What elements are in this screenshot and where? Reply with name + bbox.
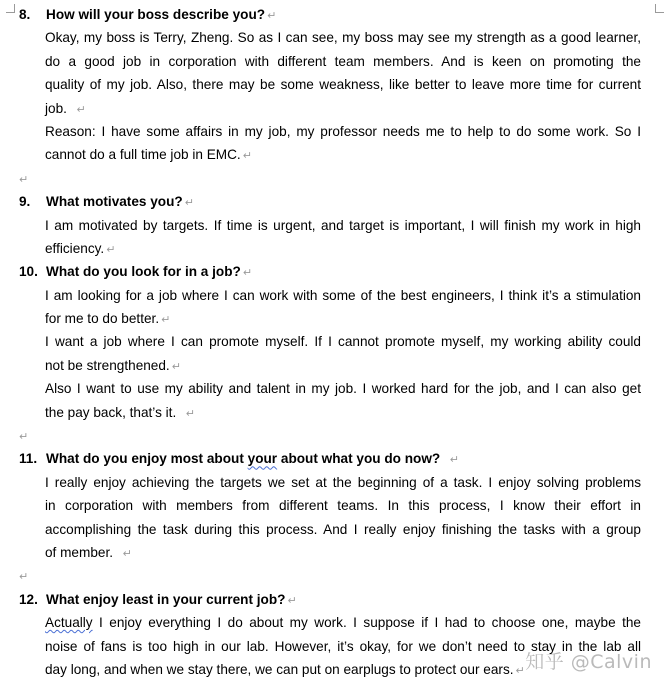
- paragraph-mark: ↵: [242, 267, 253, 280]
- answer-line: I am looking for a job where I can work with some of the best engineers, I think it’s a stimulation: [45, 287, 641, 303]
- answer-line: I am motivated by targets. If time is urgent, and target is important, I will finish my work in high: [45, 217, 641, 233]
- question-number: 11.: [19, 451, 38, 467]
- question-title: What do you look for in a job?: [46, 264, 241, 280]
- answer-line: Okay, my boss is Terry, Zheng. So as I can see, my boss may see my strength as a good learner,: [45, 30, 641, 46]
- empty-paragraph: [0, 424, 670, 447]
- paragraph-mark: ↵: [185, 407, 196, 420]
- answer-line: in corporation with members from different teams. In this process, I know their effort in: [45, 498, 641, 514]
- answer-text: not be strengthened.: [45, 357, 170, 373]
- answer-text: for me to do better.: [45, 311, 160, 327]
- empty-paragraph: [0, 167, 670, 190]
- paragraph-mark: ↵: [242, 150, 252, 163]
- spellcheck-flagged-word[interactable]: your: [247, 451, 278, 467]
- answer-line-last: [0, 401, 670, 424]
- paragraph-mark: ↵: [106, 243, 116, 256]
- answer-text: job.: [45, 100, 67, 116]
- answer-text: I enjoy everything I do about my work. I suppose if I had to choose one, maybe the: [92, 615, 641, 631]
- question-title-part: about what you do now?: [277, 451, 441, 467]
- answer-line-last: [0, 541, 670, 564]
- paragraph-mark: ↵: [161, 314, 171, 327]
- question-11-heading: [0, 447, 670, 470]
- answer-line: I want a job where I can promote myself. If I cannot promote myself, my working ability could: [45, 334, 641, 350]
- question-number: 9.: [19, 194, 31, 210]
- answer-text: of member.: [45, 544, 113, 560]
- paragraph-mark: ↵: [515, 664, 525, 677]
- answer-line: I really enjoy achieving the targets we set at the beginning of a task. I enjoy solving problems: [45, 474, 641, 490]
- paragraph-mark: ↵: [122, 547, 132, 560]
- answer-line: quality of my job. Also, there may be some weakness, like better to leave more time for current: [45, 77, 641, 93]
- reason-line: Reason: I have some affairs in my job, my professor needs me to help to do some work. So I: [45, 123, 641, 139]
- question-number: 8.: [19, 7, 31, 22]
- question-10-heading: [0, 260, 670, 283]
- reason-line-last: [0, 143, 670, 166]
- question-8-heading: [0, 3, 670, 26]
- paragraph-mark: ↵: [267, 10, 277, 22]
- paragraph-mark: ↵: [19, 173, 29, 186]
- paragraph-mark: ↵: [287, 594, 297, 607]
- question-number: 10.: [19, 264, 38, 280]
- answer-line-last: [0, 97, 670, 120]
- answer-text: day long, and when we stay there, we can put on earplugs to protect our ears.: [45, 661, 514, 677]
- question-number: 12.: [19, 591, 38, 607]
- paragraph-mark: ↵: [184, 197, 194, 210]
- question-12-heading: [0, 588, 670, 611]
- answer-text: the pay back, that’s it.: [45, 404, 177, 420]
- document-body[interactable]: [0, 3, 670, 681]
- question-9-heading: [0, 190, 670, 213]
- answer-line: [0, 611, 641, 634]
- paragraph-mark: ↵: [19, 431, 29, 444]
- answer-line: noise of fans is too high in our lab. However, it’s okay, for we don’t need to stay in the lab all: [45, 638, 641, 654]
- answer-line-last: [0, 307, 670, 330]
- answer-line: do a good job in corporation with different team members. And is keen on promoting the: [45, 53, 641, 69]
- answer-line: Also I want to use my ability and talent in my job. I worked hard for the job, and I can also get: [45, 381, 641, 397]
- paragraph-mark: ↵: [449, 454, 459, 467]
- zhihu-watermark: 知乎 @Calvin: [525, 651, 652, 673]
- paragraph-mark: ↵: [171, 360, 181, 373]
- answer-line: accomplishing the task during this process. And I really enjoy finishing the tasks with a group: [45, 521, 641, 537]
- question-title: What enjoy least in your current job?: [46, 591, 286, 607]
- answer-line-last: [0, 354, 670, 377]
- answer-text: efficiency.: [45, 240, 105, 256]
- empty-paragraph: [0, 564, 670, 587]
- question-title: How will your boss describe you?: [46, 7, 266, 22]
- paragraph-mark: ↵: [19, 571, 29, 584]
- spellcheck-flagged-word[interactable]: Actually: [45, 615, 93, 631]
- question-title: What motivates you?: [46, 194, 183, 210]
- answer-line-last: [0, 237, 670, 260]
- paragraph-mark: ↵: [76, 103, 86, 116]
- reason-text: cannot do a full time job in EMC.: [45, 147, 241, 163]
- question-title-part: What do you enjoy most about: [46, 451, 248, 467]
